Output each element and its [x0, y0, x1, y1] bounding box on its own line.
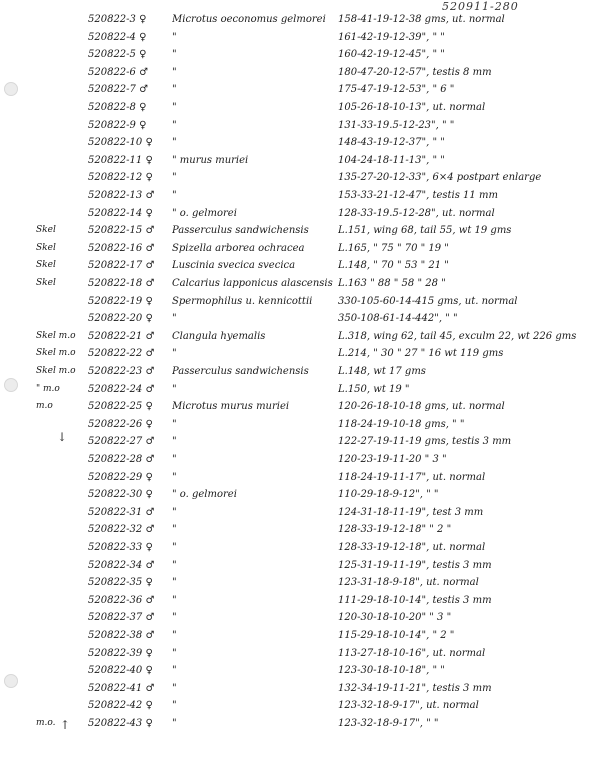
prep-note: m.o [36, 401, 53, 412]
catalog-number: 520822-23 ♂ [88, 366, 155, 377]
catalog-number: 520822-3 ♀ [88, 14, 147, 25]
taxon-name: Spizella arborea ochracea [172, 242, 305, 254]
catalog-number: 520822-39 ♀ [88, 647, 153, 659]
catalog-number: 520822-21 ♂ [88, 330, 155, 342]
prep-note: Skel m.o [36, 366, 76, 376]
specimen-entry [0, 434, 600, 452]
specimen-entry [0, 241, 600, 259]
specimen-entry [0, 276, 600, 294]
prep-note: Skel [36, 225, 56, 236]
taxon-name: " [172, 137, 177, 149]
taxon-name: " [172, 119, 177, 131]
measurements: 125-31-19-11-19", testis 3 mm [338, 559, 492, 571]
prep-note: m.o. [36, 718, 56, 728]
catalog-number: 520822-32 ♂ [88, 524, 155, 536]
prep-note: Skel [36, 242, 56, 253]
taxon-name: " [172, 49, 177, 61]
measurements: 120-23-19-11-20 " 3 " [338, 454, 447, 465]
taxon-name: " [172, 84, 177, 96]
specimen-entry [0, 82, 600, 100]
measurements: 128-33-19-12-18" " 2 " [338, 524, 452, 536]
measurements: 110-29-18-9-12", " " [338, 489, 439, 501]
measurements: 115-29-18-10-14", " 2 " [338, 630, 455, 641]
measurements: 158-41-19-12-38 gms, ut. normal [338, 14, 505, 25]
down-arrow-icon: ↓ [57, 430, 68, 444]
specimen-entry [0, 399, 600, 417]
specimen-entry [0, 311, 600, 329]
taxon-name: " [172, 630, 177, 641]
specimen-entry [0, 663, 600, 681]
catalog-number: 520822-16 ♂ [88, 242, 155, 254]
specimen-entry [0, 698, 600, 716]
specimen-entry [0, 540, 600, 558]
specimen-entry [0, 100, 600, 118]
specimen-entry [0, 12, 600, 30]
taxon-name: " o. gelmorei [172, 207, 237, 219]
catalog-number: 520822-12 ♀ [88, 172, 153, 184]
catalog-number: 520822-8 ♀ [88, 102, 147, 113]
taxon-name: " [172, 383, 177, 395]
specimen-entry [0, 681, 600, 699]
specimen-entry [0, 558, 600, 576]
measurements: L.150, wt 19 " [338, 383, 410, 395]
specimen-entry [0, 47, 600, 65]
prep-note: " m.o [36, 383, 60, 394]
catalog-number: 520822-28 ♂ [88, 454, 155, 465]
taxon-name: " [172, 542, 177, 553]
measurements: 123-32-18-9-17", " " [338, 718, 439, 729]
taxon-name: " murus muriei [172, 154, 249, 166]
specimen-entry [0, 628, 600, 646]
taxon-name: Clangula hyemalis [172, 330, 266, 342]
catalog-number: 520822-13 ♂ [88, 190, 155, 201]
taxon-name: " [172, 418, 177, 430]
taxon-name: " [172, 577, 177, 589]
catalog-number: 520822-18 ♂ [88, 278, 155, 289]
measurements: L.148, wt 17 gms [338, 366, 426, 377]
measurements: 113-27-18-10-16", ut. normal [338, 647, 486, 659]
specimen-entry [0, 153, 600, 171]
measurements: 123-30-18-10-18", " " [338, 665, 445, 677]
specimen-entry [0, 610, 600, 628]
specimen-entry [0, 206, 600, 224]
taxon-name: " [172, 102, 177, 113]
catalog-number: 520822-17 ♂ [88, 260, 155, 272]
measurements: L.318, wing 62, tail 45, exculm 22, wt 226 gms [338, 330, 577, 342]
catalog-number: 520822-42 ♀ [88, 700, 153, 712]
catalog-number: 520822-40 ♀ [88, 665, 153, 677]
catalog-number: 520822-5 ♀ [88, 49, 147, 61]
taxon-name: Microtus oeconomus gelmorei [172, 14, 326, 25]
specimen-entry [0, 593, 600, 611]
taxon-name: " [172, 594, 177, 606]
measurements: L.165, " 75 " 70 " 19 " [338, 242, 449, 254]
measurements: 148-43-19-12-37", " " [338, 137, 445, 149]
specimen-entry [0, 223, 600, 241]
taxon-name: " [172, 172, 177, 184]
specimen-entry [0, 188, 600, 206]
taxon-name: " [172, 348, 177, 360]
measurements: 123-32-18-9-17", ut. normal [338, 700, 479, 712]
measurements: 350-108-61-14-442", " " [338, 313, 458, 325]
catalog-number: 520822-19 ♀ [88, 295, 153, 307]
specimen-entry [0, 452, 600, 470]
specimen-entry [0, 417, 600, 435]
taxon-name: " [172, 506, 177, 518]
specimen-entry [0, 716, 600, 734]
measurements: 153-33-21-12-47", testis 11 mm [338, 190, 498, 201]
catalog-number: 520822-11 ♀ [88, 154, 153, 166]
catalog-number: 520822-37 ♂ [88, 612, 155, 624]
measurements: 161-42-19-12-39", " " [338, 31, 445, 43]
taxon-name: " [172, 700, 177, 712]
measurements: 180-47-20-12-57", testis 8 mm [338, 66, 492, 78]
measurements: 122-27-19-11-19 gms, testis 3 mm [338, 436, 512, 448]
taxon-name: Calcarius lapponicus alascensis [172, 278, 333, 289]
catalog-number: 520822-14 ♀ [88, 207, 153, 219]
measurements: L.214, " 30 " 27 " 16 wt 119 gms [338, 348, 504, 360]
measurements: L.151, wing 68, tail 55, wt 19 gms [338, 225, 512, 237]
prep-note: Skel m.o [36, 330, 76, 341]
specimen-entry [0, 487, 600, 505]
measurements: 175-47-19-12-53", " 6 " [338, 84, 455, 96]
measurements: L.163 " 88 " 58 " 28 " [338, 278, 446, 289]
catalog-number: 520822-9 ♀ [88, 119, 147, 131]
measurements: 160-42-19-12-45", " " [338, 49, 445, 61]
specimen-entry [0, 170, 600, 188]
measurements: 118-24-19-11-17", ut. normal [338, 471, 486, 483]
taxon-name: " [172, 718, 177, 729]
catalog-number: 520822-4 ♀ [88, 31, 147, 43]
taxon-name: " [172, 559, 177, 571]
measurements: 128-33-19-12-18", ut. normal [338, 542, 486, 553]
taxon-name: Microtus murus muriei [172, 401, 290, 413]
taxon-name: " [172, 682, 177, 694]
catalog-number: 520822-27 ♂ [88, 436, 155, 448]
catalog-number: 520822-41 ♂ [88, 682, 155, 694]
up-arrow-icon: ↑ [60, 718, 71, 732]
catalog-number: 520822-22 ♂ [88, 348, 155, 360]
measurements: 135-27-20-12-33", 6×4 postpart enlarge [338, 172, 542, 184]
measurements: 120-30-18-10-20" " 3 " [338, 612, 452, 624]
specimen-entry [0, 522, 600, 540]
taxon-name: Passerculus sandwichensis [172, 225, 309, 237]
measurements: 120-26-18-10-18 gms, ut. normal [338, 401, 505, 413]
measurements: 104-24-18-11-13", " " [338, 154, 445, 166]
taxon-name: " [172, 647, 177, 659]
taxon-name: " [172, 66, 177, 78]
measurements: 131-33-19.5-12-23", " " [338, 119, 455, 131]
specimen-entry [0, 118, 600, 136]
catalog-number: 520822-34 ♂ [88, 559, 155, 571]
specimen-entry [0, 505, 600, 523]
measurements: 124-31-18-11-19", test 3 mm [338, 506, 484, 518]
specimen-entry [0, 65, 600, 83]
catalog-number: 520822-30 ♀ [88, 489, 153, 501]
specimen-entry [0, 470, 600, 488]
catalog-number: 520822-36 ♂ [88, 594, 155, 606]
taxon-name: " [172, 190, 177, 201]
catalog-number: 520822-15 ♂ [88, 225, 155, 237]
specimen-entry [0, 258, 600, 276]
catalog-number: 520822-33 ♀ [88, 542, 153, 553]
measurements: 128-33-19.5-12-28", ut. normal [338, 207, 495, 219]
specimen-entry [0, 364, 600, 382]
catalog-number: 520822-31 ♂ [88, 506, 155, 518]
measurements: 118-24-19-10-18 gms, " " [338, 418, 465, 430]
specimen-entry [0, 294, 600, 312]
catalog-number: 520822-6 ♂ [88, 66, 149, 78]
measurements: 132-34-19-11-21", testis 3 mm [338, 682, 492, 694]
catalog-number: 520822-29 ♀ [88, 471, 153, 483]
page-number: 520911-280 [442, 0, 519, 13]
measurements: 123-31-18-9-18", ut. normal [338, 577, 479, 589]
taxon-name: " [172, 665, 177, 677]
taxon-name: " o. gelmorei [172, 489, 237, 501]
measurements: 111-29-18-10-14", testis 3 mm [338, 594, 492, 606]
specimen-entry [0, 30, 600, 48]
prep-note: Skel [36, 260, 56, 271]
catalog-number: 520822-43 ♀ [88, 718, 153, 729]
specimen-entry [0, 382, 600, 400]
catalog-number: 520822-26 ♀ [88, 418, 153, 430]
taxon-name: Passerculus sandwichensis [172, 366, 309, 377]
specimen-entry [0, 646, 600, 664]
measurements: L.148, " 70 " 53 " 21 " [338, 260, 449, 272]
catalog-number: 520822-38 ♂ [88, 630, 155, 641]
specimen-entry [0, 329, 600, 347]
measurements: 105-26-18-10-13", ut. normal [338, 102, 486, 113]
taxon-name: " [172, 313, 177, 325]
catalog-number: 520822-25 ♀ [88, 401, 153, 413]
taxon-name: Spermophilus u. kennicottii [172, 295, 313, 307]
measurements: 330-105-60-14-415 gms, ut. normal [338, 295, 518, 307]
prep-note: Skel m.o [36, 348, 76, 359]
taxon-name: Luscinia svecica svecica [172, 260, 296, 272]
taxon-name: " [172, 612, 177, 624]
catalog-number: 520822-20 ♀ [88, 313, 153, 325]
taxon-name: " [172, 524, 177, 536]
taxon-name: " [172, 471, 177, 483]
specimen-entry [0, 575, 600, 593]
catalog-number: 520822-35 ♀ [88, 577, 153, 589]
catalog-number: 520822-7 ♂ [88, 84, 149, 96]
taxon-name: " [172, 436, 177, 448]
taxon-name: " [172, 31, 177, 43]
taxon-name: " [172, 454, 177, 465]
catalog-number: 520822-24 ♂ [88, 383, 155, 395]
specimen-entry [0, 135, 600, 153]
prep-note: Skel [36, 278, 56, 288]
specimen-entry [0, 346, 600, 364]
catalog-number: 520822-10 ♀ [88, 137, 153, 149]
